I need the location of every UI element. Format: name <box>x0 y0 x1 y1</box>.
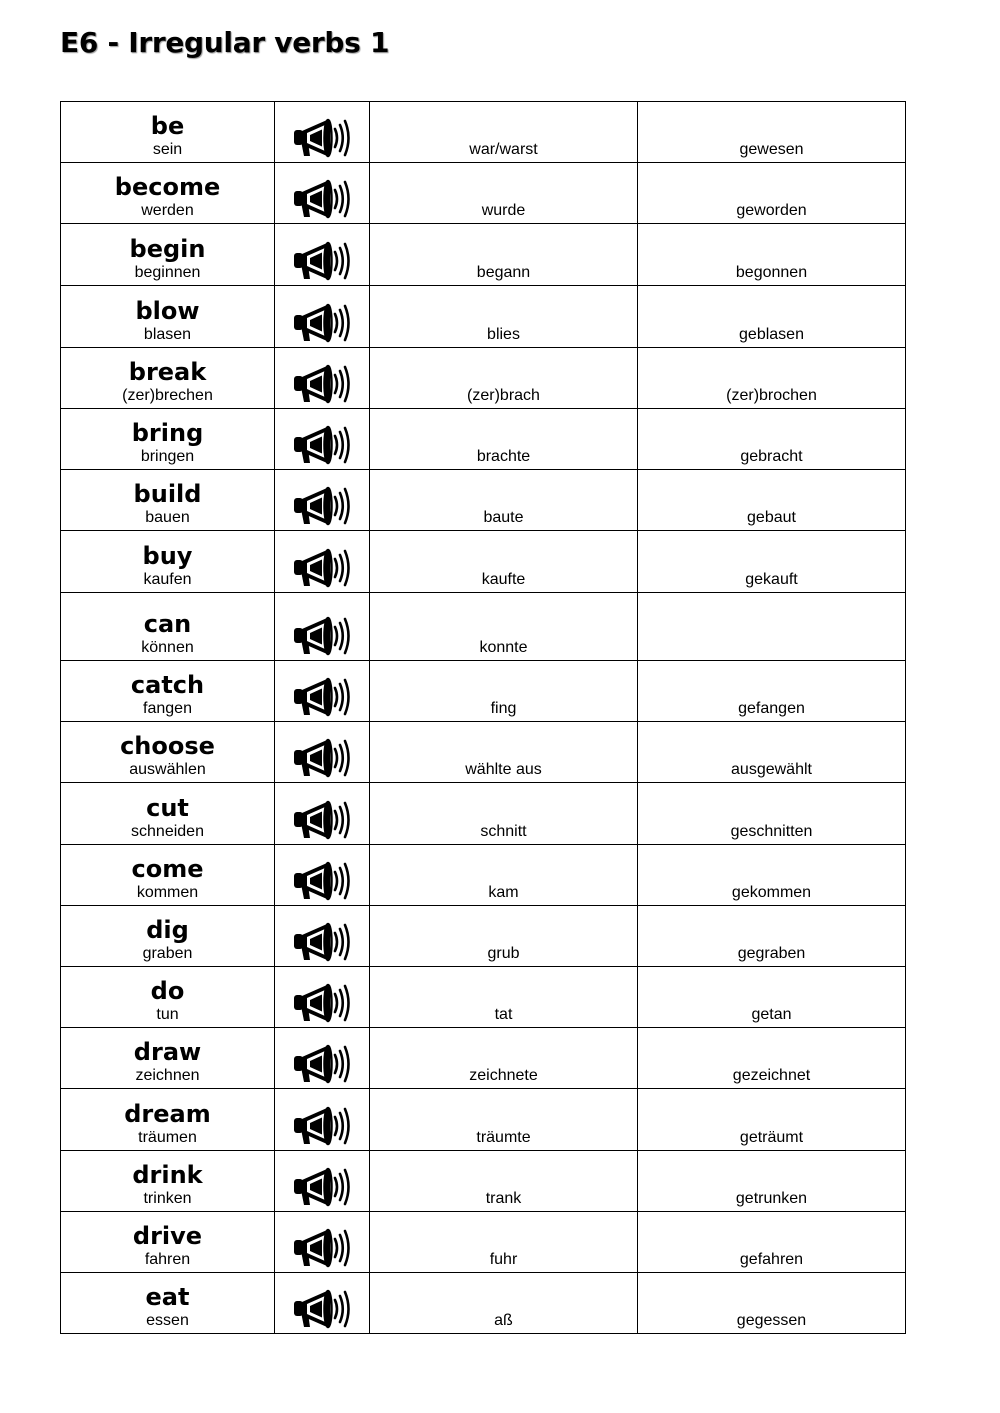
past-participle-cell <box>638 906 906 967</box>
audio-button[interactable] <box>275 661 370 722</box>
past-simple: tat <box>494 1006 513 1023</box>
megaphone-icon <box>291 1224 353 1272</box>
past-simple-cell <box>370 531 638 593</box>
past-participle-cell <box>638 1151 906 1212</box>
base-form: choose <box>120 732 215 760</box>
verb-row <box>61 967 906 1028</box>
base-translation: bauen <box>145 509 190 526</box>
past-simple-cell <box>370 906 638 967</box>
past-participle: gefangen <box>738 700 805 717</box>
past-participle-cell <box>638 163 906 224</box>
past-participle: gefahren <box>739 1251 804 1268</box>
verb-row <box>61 286 906 348</box>
audio-button[interactable] <box>275 783 370 845</box>
past-participle: (zer)brochen <box>726 387 817 404</box>
past-simple: brachte <box>476 448 531 465</box>
verb-table <box>60 101 906 1334</box>
past-participle: gegraben <box>737 945 806 962</box>
base-form: buy <box>142 542 193 570</box>
megaphone-icon <box>291 237 353 285</box>
base-translation: blasen <box>143 326 192 343</box>
verb-row <box>61 102 906 163</box>
past-simple: kam <box>488 884 519 901</box>
past-simple: kaufte <box>481 571 526 588</box>
past-participle-cell <box>638 102 906 163</box>
verb-row <box>61 348 906 409</box>
past-simple: aß <box>494 1312 513 1329</box>
verb-row <box>61 722 906 783</box>
base-form: draw <box>133 1038 202 1066</box>
base-translation: kaufen <box>143 571 192 588</box>
audio-button[interactable] <box>275 409 370 470</box>
audio-button[interactable] <box>275 470 370 531</box>
past-simple: konnte <box>479 639 528 656</box>
megaphone-icon <box>291 612 353 660</box>
past-participle: gegessen <box>736 1312 807 1329</box>
verb-row <box>61 1212 906 1273</box>
base-form: drink <box>132 1161 203 1189</box>
past-participle-cell <box>638 593 906 661</box>
page-title: E6 - Irregular verbs 1 <box>60 26 390 59</box>
past-participle-cell <box>638 1028 906 1089</box>
past-participle: geblasen <box>739 326 804 343</box>
base-translation: fahren <box>144 1251 191 1268</box>
megaphone-icon <box>291 734 353 782</box>
past-simple: baute <box>483 509 524 526</box>
base-form: come <box>131 855 204 883</box>
megaphone-icon <box>291 175 353 223</box>
base-form-cell <box>61 409 275 470</box>
base-form: dig <box>146 916 189 944</box>
base-form: bring <box>131 419 204 447</box>
verb-row <box>61 224 906 286</box>
past-participle-cell <box>638 1273 906 1334</box>
audio-button[interactable] <box>275 531 370 593</box>
base-translation: bringen <box>140 448 195 465</box>
megaphone-icon <box>291 299 353 347</box>
past-participle: gekommen <box>731 884 812 901</box>
base-translation: kommen <box>136 884 199 901</box>
base-form-cell <box>61 102 275 163</box>
past-participle: gezeichnet <box>732 1067 811 1084</box>
base-form-cell <box>61 286 275 348</box>
past-participle-cell <box>638 531 906 593</box>
past-simple-cell <box>370 1273 638 1334</box>
megaphone-icon <box>291 421 353 469</box>
base-translation: beginnen <box>134 264 201 281</box>
audio-button[interactable] <box>275 1273 370 1334</box>
verb-table-body <box>61 102 906 1334</box>
base-form: can <box>143 610 192 638</box>
base-form: drive <box>132 1222 203 1250</box>
base-translation: sein <box>152 141 183 158</box>
base-translation: essen <box>146 1312 189 1329</box>
past-participle-cell <box>638 348 906 409</box>
past-simple: (zer)brach <box>467 387 540 404</box>
base-form: dream <box>124 1100 211 1128</box>
base-form-cell <box>61 783 275 845</box>
base-form-cell <box>61 224 275 286</box>
past-simple: blies <box>487 326 520 343</box>
base-form: blow <box>135 297 200 325</box>
megaphone-icon <box>291 1102 353 1150</box>
audio-button[interactable] <box>275 967 370 1028</box>
past-simple: wurde <box>481 202 526 219</box>
past-simple: fing <box>490 700 517 717</box>
verb-row <box>61 906 906 967</box>
base-form-cell <box>61 722 275 783</box>
past-participle: getan <box>751 1006 792 1023</box>
base-translation: schneiden <box>131 823 204 840</box>
megaphone-icon <box>291 796 353 844</box>
verb-row <box>61 1089 906 1151</box>
past-participle-cell <box>638 722 906 783</box>
base-translation: zeichnen <box>135 1067 200 1084</box>
megaphone-icon <box>291 482 353 530</box>
audio-button[interactable] <box>275 348 370 409</box>
verb-row <box>61 163 906 224</box>
past-simple-cell <box>370 967 638 1028</box>
base-form-cell <box>61 661 275 722</box>
base-form-cell <box>61 531 275 593</box>
verb-row <box>61 1273 906 1334</box>
base-form: cut <box>146 794 189 822</box>
megaphone-icon <box>291 114 353 162</box>
past-participle: geträumt <box>739 1129 804 1146</box>
megaphone-icon <box>291 1163 353 1211</box>
past-participle-cell <box>638 1089 906 1151</box>
megaphone-icon <box>291 360 353 408</box>
past-participle: ausgewählt <box>731 761 812 778</box>
past-simple-cell <box>370 470 638 531</box>
past-simple-cell <box>370 845 638 906</box>
past-simple-cell <box>370 661 638 722</box>
past-simple-cell <box>370 102 638 163</box>
past-participle-cell <box>638 286 906 348</box>
past-simple-cell <box>370 1212 638 1273</box>
past-participle: geworden <box>736 202 807 219</box>
base-form: eat <box>145 1283 190 1311</box>
past-participle: getrunken <box>735 1190 808 1207</box>
base-form-cell <box>61 470 275 531</box>
past-participle-cell <box>638 661 906 722</box>
past-participle: gebaut <box>747 509 796 526</box>
base-form-cell <box>61 1028 275 1089</box>
past-simple-cell <box>370 348 638 409</box>
audio-button[interactable] <box>275 1151 370 1212</box>
verb-row <box>61 1151 906 1212</box>
past-simple: zeichnete <box>469 1067 538 1084</box>
past-simple: schnitt <box>480 823 527 840</box>
audio-button[interactable] <box>275 593 370 661</box>
audio-button[interactable] <box>275 224 370 286</box>
past-participle-cell <box>638 967 906 1028</box>
megaphone-icon <box>291 1040 353 1088</box>
megaphone-icon <box>291 979 353 1027</box>
past-participle-cell <box>638 224 906 286</box>
past-participle-cell <box>638 409 906 470</box>
audio-button[interactable] <box>275 163 370 224</box>
past-participle-cell <box>638 470 906 531</box>
past-simple-cell <box>370 163 638 224</box>
past-simple: wählte aus <box>465 761 542 778</box>
past-participle: geschnitten <box>730 823 813 840</box>
past-simple: begann <box>476 264 531 281</box>
past-simple-cell <box>370 1028 638 1089</box>
past-participle-cell <box>638 1212 906 1273</box>
audio-button[interactable] <box>275 1212 370 1273</box>
past-participle: gekauft <box>745 571 798 588</box>
base-form-cell <box>61 1089 275 1151</box>
past-simple: träumte <box>476 1129 531 1146</box>
base-form-cell <box>61 1273 275 1334</box>
audio-button[interactable] <box>275 722 370 783</box>
base-form: become <box>114 173 221 201</box>
past-simple-cell <box>370 409 638 470</box>
verb-row <box>61 661 906 722</box>
base-form: catch <box>130 671 205 699</box>
megaphone-icon <box>291 857 353 905</box>
base-form-cell <box>61 845 275 906</box>
past-simple: grub <box>487 945 520 962</box>
audio-button[interactable] <box>275 906 370 967</box>
past-participle: gewesen <box>739 141 804 158</box>
past-simple-cell <box>370 286 638 348</box>
base-translation: tun <box>156 1006 179 1023</box>
base-translation: auswählen <box>129 761 206 778</box>
past-simple: war/warst <box>469 141 538 158</box>
audio-button[interactable] <box>275 286 370 348</box>
base-form-cell <box>61 1212 275 1273</box>
audio-button[interactable] <box>275 845 370 906</box>
verb-row <box>61 845 906 906</box>
base-translation: können <box>141 639 194 656</box>
past-simple: fuhr <box>489 1251 518 1268</box>
base-form-cell <box>61 163 275 224</box>
verb-row <box>61 783 906 845</box>
audio-button[interactable] <box>275 1028 370 1089</box>
verb-row <box>61 593 906 661</box>
past-participle: begonnen <box>735 264 808 281</box>
audio-button[interactable] <box>275 102 370 163</box>
base-translation: träumen <box>138 1129 197 1146</box>
base-form-cell <box>61 906 275 967</box>
base-form-cell <box>61 967 275 1028</box>
megaphone-icon <box>291 544 353 592</box>
past-simple-cell <box>370 593 638 661</box>
past-simple-cell <box>370 1089 638 1151</box>
base-form-cell <box>61 593 275 661</box>
base-form-cell <box>61 348 275 409</box>
megaphone-icon <box>291 918 353 966</box>
past-simple-cell <box>370 722 638 783</box>
base-form: break <box>128 358 207 386</box>
audio-button[interactable] <box>275 1089 370 1151</box>
verb-row <box>61 531 906 593</box>
past-simple-cell <box>370 783 638 845</box>
base-form: begin <box>129 235 206 263</box>
megaphone-icon <box>291 1285 353 1333</box>
past-simple-cell <box>370 1151 638 1212</box>
verb-row <box>61 409 906 470</box>
base-translation: (zer)brechen <box>122 387 213 404</box>
past-simple-cell <box>370 224 638 286</box>
past-participle-cell <box>638 845 906 906</box>
past-participle: gebracht <box>740 448 803 465</box>
base-translation: fangen <box>143 700 192 717</box>
base-form: build <box>133 480 202 508</box>
base-form: be <box>150 112 185 140</box>
base-translation: graben <box>142 945 193 962</box>
verb-row <box>61 470 906 531</box>
base-translation: werden <box>141 202 194 219</box>
base-form: do <box>150 977 185 1005</box>
verb-row <box>61 1028 906 1089</box>
past-participle-cell <box>638 783 906 845</box>
base-translation: trinken <box>143 1190 192 1207</box>
past-simple: trank <box>485 1190 522 1207</box>
base-form-cell <box>61 1151 275 1212</box>
megaphone-icon <box>291 673 353 721</box>
